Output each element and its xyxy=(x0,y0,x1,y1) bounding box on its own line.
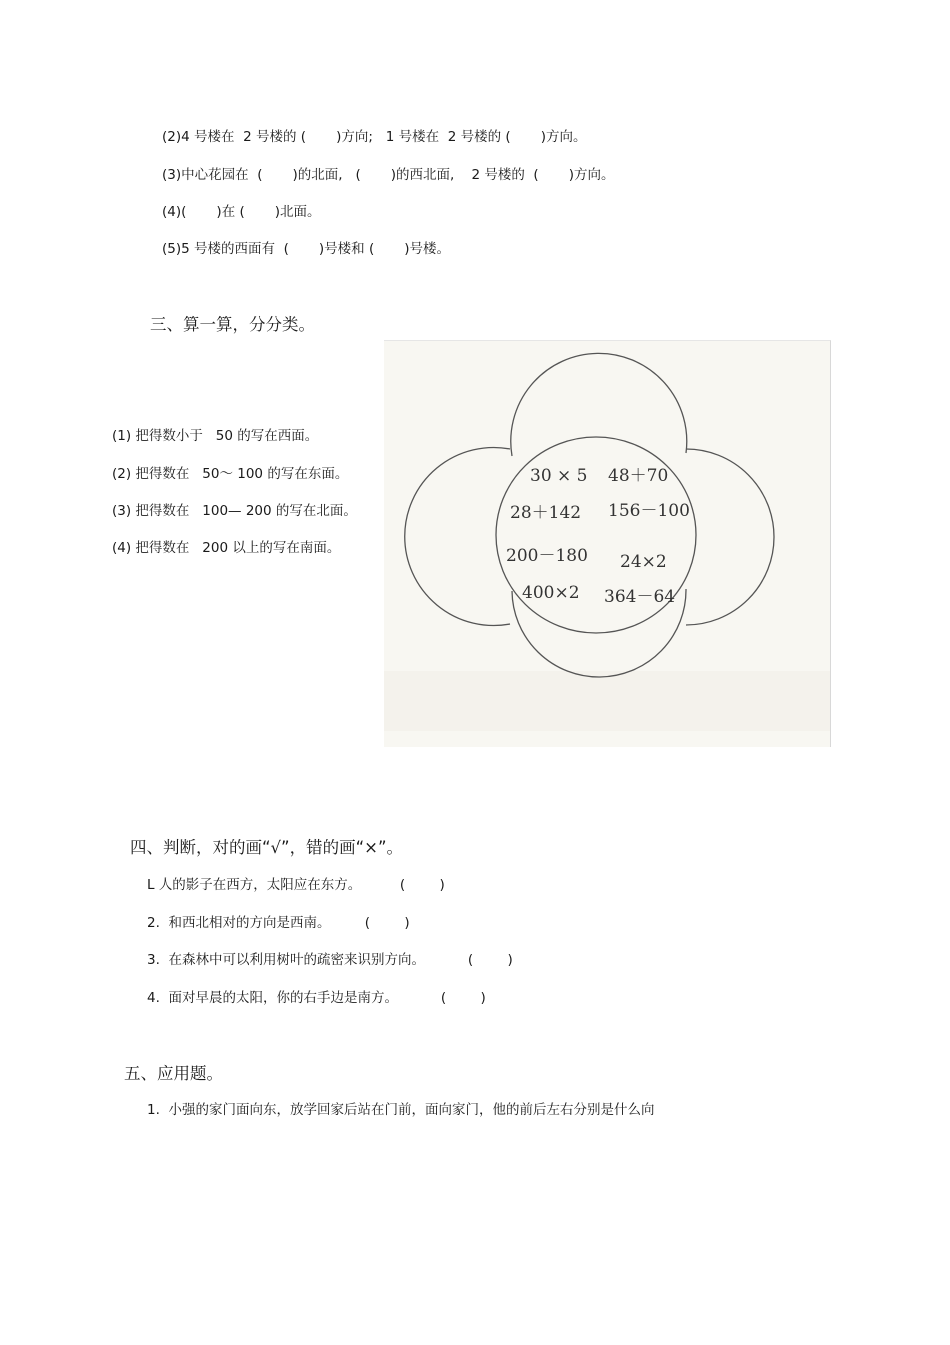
question-2-5: (5)5 号楼的西面有 ( )号楼和 ( )号楼。 xyxy=(162,241,451,257)
rule-2: (2) 把得数在 50～ 100 的写在东面。 xyxy=(112,466,349,482)
question-2-4: (4)( )在 ( )北面。 xyxy=(162,204,321,220)
judge-item-3: 3. 在森林中可以利用树叶的疏密来识别方向。 ( ) xyxy=(147,952,513,968)
flower-diagram xyxy=(384,340,831,747)
expr-200minus180: 200－180 xyxy=(506,546,588,566)
expr-48plus70: 48＋70 xyxy=(608,466,669,486)
judge-item-1: L 人的影子在西方，太阳应在东方。 ( ) xyxy=(147,877,445,893)
section-3-heading: 三、算一算，分分类。 xyxy=(150,315,315,334)
question-2-2: (2)4 号楼在 2 号楼的 ( )方向; 1 号楼在 2 号楼的 ( )方向。 xyxy=(162,129,587,145)
rule-4: (4) 把得数在 200 以上的写在南面。 xyxy=(112,540,341,556)
expr-28plus142: 28＋142 xyxy=(510,503,582,523)
expr-364minus64: 364－64 xyxy=(604,587,676,607)
question-2-3: (3)中心花园在 ( )的北面, ( )的西北面, 2 号楼的 ( )方向。 xyxy=(162,167,615,183)
expr-400x2: 400×2 xyxy=(522,583,580,603)
judge-item-2: 2. 和西北相对的方向是西南。 ( ) xyxy=(147,915,410,931)
rule-3: (3) 把得数在 100— 200 的写在北面。 xyxy=(112,503,357,519)
judge-item-4: 4. 面对早晨的太阳，你的右手边是南方。 ( ) xyxy=(147,990,486,1006)
section-4-heading: 四、判断，对的画“√”，错的画“×”。 xyxy=(130,838,404,857)
expr-156minus100: 156－100 xyxy=(608,501,690,521)
rule-1: (1) 把得数小于 50 的写在西面。 xyxy=(112,428,319,444)
section-5-heading: 五、应用题。 xyxy=(124,1064,223,1083)
expr-30x5: 30 × 5 xyxy=(530,466,588,486)
application-question-1: 1. 小强的家门面向东，放学回家后站在门前，面向家门，他的前后左右分别是什么向 xyxy=(147,1102,655,1118)
expr-24x2: 24×2 xyxy=(620,552,667,572)
